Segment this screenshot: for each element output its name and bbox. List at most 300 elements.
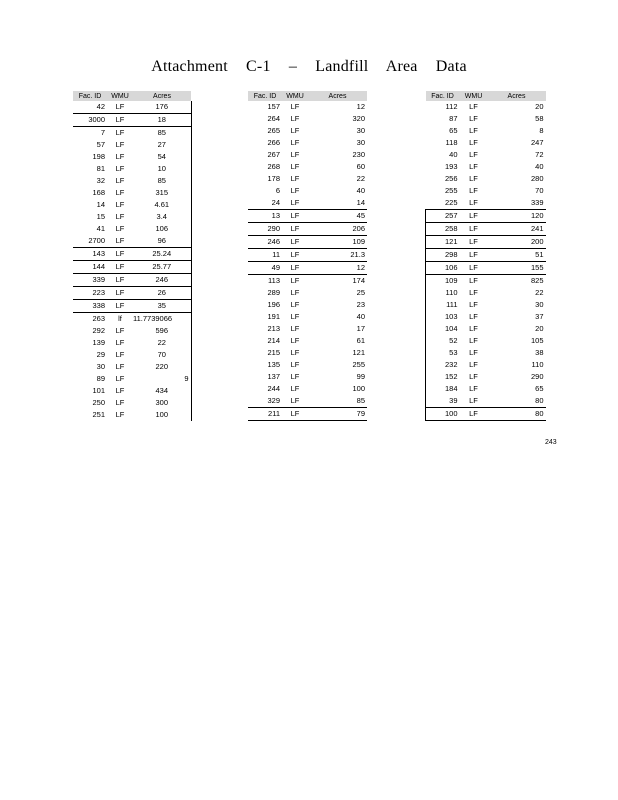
table-row <box>248 383 367 395</box>
acres-cell: 70 <box>133 349 191 361</box>
table-row <box>248 408 367 421</box>
wmu-cell: LF <box>469 348 478 357</box>
table-row <box>73 361 191 373</box>
table-row <box>73 187 191 199</box>
fac-id-cell: 289 <box>267 288 280 297</box>
table-row <box>248 223 367 236</box>
wmu-cell: LF <box>469 360 478 369</box>
wmu-cell: LF <box>115 152 125 161</box>
wmu-cell: LF <box>282 249 308 262</box>
table-row <box>426 173 546 185</box>
table-row <box>248 395 367 408</box>
wmu-cell: LF <box>290 114 300 123</box>
table-row <box>426 323 546 335</box>
fac-id-cell: 339 <box>73 274 107 287</box>
wmu-cell: LF <box>107 300 133 313</box>
wmu-cell: LF <box>469 336 478 345</box>
acres-cell: 85 <box>133 127 191 140</box>
acres-cell: 85 <box>133 175 191 187</box>
fac-id-cell: 214 <box>267 336 280 345</box>
fac-id-cell: 257 <box>426 210 460 223</box>
acres-cell: 25.24 <box>133 248 191 261</box>
acres-cell: 110 <box>531 360 544 369</box>
fac-id-cell: 11 <box>248 249 282 262</box>
wmu-cell: LF <box>107 248 133 261</box>
acres-cell: 109 <box>308 236 367 249</box>
acres-cell: 37 <box>535 312 544 321</box>
table-row <box>248 210 367 223</box>
table-row <box>426 197 546 210</box>
acres-cell: 105 <box>530 336 544 345</box>
landfill-table-3 <box>425 91 546 421</box>
table-row <box>426 383 546 395</box>
fac-id-cell: 81 <box>96 164 105 173</box>
acres-cell: 54 <box>133 151 191 163</box>
table-row <box>248 125 367 137</box>
acres-cell: 100 <box>352 384 365 393</box>
fac-id-cell: 42 <box>96 102 105 111</box>
acres-cell: 246 <box>133 274 191 287</box>
fac-id-cell: 213 <box>267 324 280 333</box>
header-acres: Acres <box>308 91 367 101</box>
acres-cell: 18 <box>133 114 191 127</box>
wmu-cell: LF <box>469 186 478 195</box>
acres-cell: 17 <box>356 324 365 333</box>
acres-cell: 40 <box>535 162 544 171</box>
fac-id-cell: 143 <box>73 248 107 261</box>
wmu-cell: LF <box>115 176 125 185</box>
wmu-cell: LF <box>115 410 125 419</box>
acres-cell: 241 <box>488 223 546 236</box>
acres-cell: 23 <box>356 300 365 309</box>
wmu-cell: LF <box>469 198 478 207</box>
wmu-cell: LF <box>469 174 478 183</box>
acres-cell: 155 <box>488 262 546 275</box>
fac-id-cell: 215 <box>267 348 280 357</box>
fac-id-cell: 14 <box>96 200 105 209</box>
header-wmu: WMU <box>107 91 133 101</box>
wmu-cell: LF <box>115 200 125 209</box>
wmu-cell: LF <box>115 140 125 149</box>
acres-cell: 40 <box>356 186 365 195</box>
header-fac-id: Fac. ID <box>426 91 460 101</box>
acres-cell: 290 <box>530 372 544 381</box>
table-row <box>426 311 546 323</box>
fac-id-cell: 118 <box>445 138 458 147</box>
wmu-cell: LF <box>282 236 308 249</box>
wmu-cell: LF <box>469 150 478 159</box>
acres-cell: 100 <box>133 409 191 421</box>
fac-id-cell: 87 <box>449 114 458 123</box>
wmu-cell: LF <box>469 312 478 321</box>
wmu-cell: LF <box>290 174 300 183</box>
fac-id-cell: 168 <box>92 188 105 197</box>
wmu-cell: LF <box>115 362 125 371</box>
table-row <box>73 101 191 114</box>
table-header-row <box>248 91 367 101</box>
fac-id-cell: 198 <box>92 152 105 161</box>
acres-cell: 280 <box>530 174 544 183</box>
wmu-cell: LF <box>460 408 488 421</box>
wmu-cell: LF <box>469 126 478 135</box>
wmu-cell: LF <box>115 212 125 221</box>
wmu-cell: LF <box>115 128 125 137</box>
fac-id-cell: 191 <box>267 312 280 321</box>
table-row <box>248 359 367 371</box>
wmu-cell: LF <box>115 386 125 395</box>
table-row <box>426 113 546 125</box>
table-row <box>426 161 546 173</box>
wmu-cell: LF <box>115 398 125 407</box>
acres-cell: 12 <box>356 102 365 111</box>
acres-cell: 106 <box>133 223 191 235</box>
fac-id-cell: 121 <box>426 236 460 249</box>
acres-cell: 60 <box>356 162 365 171</box>
fac-id-cell: 135 <box>267 360 280 369</box>
table-row <box>73 163 191 175</box>
fac-id-cell: 53 <box>426 347 460 359</box>
acres-cell: 20 <box>535 324 544 333</box>
table-row <box>73 287 191 300</box>
acres-cell: 22 <box>133 337 191 349</box>
table-row <box>73 175 191 187</box>
table-row <box>248 185 367 197</box>
acres-cell: 80 <box>488 408 546 421</box>
table-header-row <box>73 91 191 101</box>
acres-cell: 65 <box>535 384 544 393</box>
table-row <box>248 262 367 275</box>
wmu-cell: LF <box>460 395 488 408</box>
page-number: 243 <box>545 439 557 446</box>
acres-cell: 320 <box>352 114 365 123</box>
fac-id-cell: 41 <box>96 224 105 233</box>
fac-id-cell: 184 <box>426 383 460 395</box>
acres-cell: 85 <box>308 395 367 408</box>
table-row <box>73 235 191 248</box>
acres-cell: 25.77 <box>133 261 191 274</box>
acres-cell: 200 <box>488 236 546 249</box>
wmu-cell: LF <box>469 102 478 111</box>
landfill-table-2 <box>248 91 367 421</box>
fac-id-cell: 100 <box>426 408 460 421</box>
fac-id-cell: 32 <box>96 176 105 185</box>
wmu-cell: LF <box>290 162 300 171</box>
wmu-cell: LF <box>290 360 300 369</box>
table-row <box>248 249 367 262</box>
header-acres: Acres <box>488 91 546 101</box>
wmu-cell: LF <box>469 288 478 297</box>
fac-id-cell: 106 <box>426 262 460 275</box>
wmu-cell: LF <box>290 288 300 297</box>
acres-cell: 30 <box>356 126 365 135</box>
table-row <box>248 137 367 149</box>
wmu-cell: LF <box>115 350 125 359</box>
acres-cell: 61 <box>356 336 365 345</box>
table-row <box>73 151 191 163</box>
table-row <box>426 408 546 421</box>
acres-cell: 22 <box>535 288 544 297</box>
wmu-cell: LF <box>460 223 488 236</box>
wmu-cell: LF <box>115 236 125 245</box>
table-row <box>426 223 546 236</box>
fac-id-cell: 211 <box>248 408 282 421</box>
wmu-cell: LF <box>469 162 478 171</box>
fac-id-cell: 244 <box>267 384 280 393</box>
acres-cell: 176 <box>133 101 191 114</box>
wmu-cell: LF <box>282 223 308 236</box>
acres-cell: 27 <box>133 139 191 151</box>
acres-cell: 14 <box>356 198 365 207</box>
fac-id-cell: 250 <box>92 398 105 407</box>
fac-id-cell: 193 <box>444 162 458 171</box>
wmu-cell: LF <box>469 324 478 333</box>
fac-id-cell: 178 <box>267 174 280 183</box>
acres-cell: 8 <box>539 126 544 135</box>
acres-cell: 247 <box>530 138 544 147</box>
fac-id-cell: 49 <box>248 262 282 275</box>
fac-id-cell: 144 <box>73 261 107 274</box>
fac-id-cell: 267 <box>267 150 280 159</box>
acres-cell: 30 <box>535 300 544 309</box>
acres-cell: 58 <box>535 114 544 123</box>
wmu-cell: LF <box>469 300 478 309</box>
wmu-cell: LF <box>290 198 300 207</box>
table-row <box>73 223 191 235</box>
table-row <box>426 137 546 149</box>
acres-cell: 40 <box>356 312 365 321</box>
header-fac-id: Fac. ID <box>73 91 107 101</box>
acres-cell: 12 <box>308 262 367 275</box>
acres-cell: 3.4 <box>133 211 191 223</box>
table-row <box>426 275 546 288</box>
acres-cell: 70 <box>535 186 544 195</box>
fac-id-cell: 292 <box>92 326 105 335</box>
table-row <box>426 262 546 275</box>
fac-id-cell: 263 <box>92 314 105 323</box>
fac-id-cell: 225 <box>444 198 458 207</box>
table-row <box>248 347 367 359</box>
fac-id-cell: 258 <box>426 223 460 236</box>
wmu-cell: LF <box>290 372 300 381</box>
wmu-cell: LF <box>107 287 133 300</box>
acres-cell: 20 <box>535 102 544 111</box>
wmu-cell: LF <box>290 348 300 357</box>
wmu-cell: LF <box>290 102 300 111</box>
fac-id-cell: 139 <box>92 338 105 347</box>
fac-id-cell: 103 <box>426 311 460 323</box>
wmu-cell: LF <box>282 210 308 223</box>
wmu-cell: LF <box>290 138 300 147</box>
wmu-cell: LF <box>469 276 478 285</box>
acres-cell: 121 <box>352 348 365 357</box>
table-row <box>73 248 191 261</box>
table-row <box>73 211 191 223</box>
table-row <box>73 139 191 151</box>
fac-id-cell: 265 <box>267 126 280 135</box>
acres-cell: 9 <box>133 373 191 385</box>
table-row <box>248 311 367 323</box>
fac-id-cell: 268 <box>267 162 280 171</box>
table-row <box>426 335 546 347</box>
table-row <box>73 261 191 274</box>
fac-id-cell: 338 <box>73 300 107 313</box>
fac-id-cell: 266 <box>267 138 280 147</box>
fac-id-cell: 246 <box>248 236 282 249</box>
acres-cell: 825 <box>530 276 544 285</box>
acres-cell: 300 <box>133 397 191 409</box>
table-row <box>426 125 546 137</box>
fac-id-cell: 298 <box>426 249 460 262</box>
acres-cell: 255 <box>352 360 365 369</box>
table-row <box>426 287 546 299</box>
wmu-cell: LF <box>460 249 488 262</box>
fac-id-cell: 152 <box>426 371 460 383</box>
table-row <box>73 373 191 385</box>
table-row <box>426 359 546 371</box>
acres-cell: 174 <box>352 276 365 285</box>
fac-id-cell: 329 <box>248 395 282 408</box>
fac-id-cell: 255 <box>444 186 458 195</box>
wmu-cell: LF <box>469 372 478 381</box>
wmu-cell: LF <box>115 102 125 111</box>
wmu-cell: LF <box>290 324 300 333</box>
table-row <box>73 300 191 313</box>
acres-cell: 10 <box>133 163 191 175</box>
wmu-cell: LF <box>115 374 125 383</box>
wmu-cell: LF <box>290 276 300 285</box>
table-row <box>248 161 367 173</box>
wmu-cell: LF <box>290 126 300 135</box>
fac-id-cell: 2700 <box>88 236 105 245</box>
wmu-cell: LF <box>115 224 125 233</box>
acres-cell: 26 <box>133 287 191 300</box>
acres-cell: 339 <box>530 198 544 207</box>
table-row <box>426 101 546 113</box>
fac-id-cell: 112 <box>445 102 458 111</box>
table-row <box>73 274 191 287</box>
table-row <box>248 149 367 161</box>
table-row <box>426 149 546 161</box>
acres-cell: 72 <box>535 150 544 159</box>
table-row <box>426 299 546 311</box>
table-row <box>248 113 367 125</box>
acres-cell: 79 <box>308 408 367 421</box>
table-row <box>73 409 191 421</box>
table-row <box>73 337 191 349</box>
acres-cell: 45 <box>308 210 367 223</box>
wmu-cell: LF <box>460 262 488 275</box>
acres-cell: 25 <box>356 288 365 297</box>
wmu-cell: LF <box>460 236 488 249</box>
table-row <box>73 127 191 140</box>
acres-cell: 38 <box>535 348 544 357</box>
table-row <box>248 371 367 383</box>
table-row <box>426 236 546 249</box>
fac-id-cell: 137 <box>267 372 280 381</box>
fac-id-cell: 24 <box>271 198 280 207</box>
fac-id-cell: 256 <box>444 174 458 183</box>
fac-id-cell: 39 <box>426 395 460 408</box>
fac-id-cell: 232 <box>426 359 460 371</box>
table-row <box>73 397 191 409</box>
wmu-cell: LF <box>115 338 125 347</box>
acres-cell: 30 <box>356 138 365 147</box>
acres-cell: 11.7739066 <box>133 313 191 326</box>
table-row <box>73 349 191 361</box>
acres-cell: 80 <box>488 395 546 408</box>
wmu-cell: LF <box>290 186 300 195</box>
acres-cell: 35 <box>133 300 191 313</box>
fac-id-cell: 15 <box>96 212 105 221</box>
table-row <box>248 287 367 299</box>
header-wmu: WMU <box>282 91 308 101</box>
fac-id-cell: 6 <box>275 186 280 195</box>
acres-cell: 51 <box>488 249 546 262</box>
table-row <box>248 173 367 185</box>
fac-id-cell: 52 <box>426 335 460 347</box>
table-row <box>248 299 367 311</box>
table-row <box>426 371 546 383</box>
fac-id-cell: 157 <box>267 102 280 111</box>
acres-cell: 96 <box>133 235 191 248</box>
fac-id-cell: 57 <box>96 140 105 149</box>
header-acres: Acres <box>133 91 191 101</box>
fac-id-cell: 89 <box>96 374 105 383</box>
header-wmu: WMU <box>460 91 488 101</box>
wmu-cell: LF <box>115 164 125 173</box>
wmu-cell: LF <box>469 384 478 393</box>
landfill-table-1 <box>73 91 192 421</box>
wmu-cell: LF <box>107 114 133 127</box>
table-row <box>248 101 367 113</box>
wmu-cell: LF <box>290 150 300 159</box>
table-row <box>248 236 367 249</box>
table-row <box>248 323 367 335</box>
acres-cell: 22 <box>356 174 365 183</box>
fac-id-cell: 223 <box>73 287 107 300</box>
acres-cell: 99 <box>356 372 365 381</box>
wmu-cell: lf <box>118 314 122 323</box>
fac-id-cell: 29 <box>96 350 105 359</box>
fac-id-cell: 111 <box>426 299 460 311</box>
wmu-cell: LF <box>107 274 133 287</box>
table-row <box>73 199 191 211</box>
wmu-cell: LF <box>290 312 300 321</box>
table-header-row <box>426 91 546 101</box>
wmu-cell: LF <box>290 300 300 309</box>
fac-id-cell: 101 <box>92 386 105 395</box>
fac-id-cell: 3000 <box>73 114 107 127</box>
table-row <box>248 197 367 210</box>
acres-cell: 434 <box>133 385 191 397</box>
wmu-cell: LF <box>282 408 308 421</box>
wmu-cell: LF <box>469 138 478 147</box>
wmu-cell: LF <box>290 336 300 345</box>
acres-cell: 4.61 <box>133 199 191 211</box>
wmu-cell: LF <box>282 262 308 275</box>
wmu-cell: LF <box>282 395 308 408</box>
fac-id-cell: 7 <box>100 128 105 137</box>
header-fac-id: Fac. ID <box>248 91 282 101</box>
table-row <box>73 114 191 127</box>
table-row <box>73 313 191 326</box>
wmu-cell: LF <box>460 210 488 223</box>
wmu-cell: LF <box>469 114 478 123</box>
table-row <box>73 385 191 397</box>
acres-cell: 230 <box>352 150 365 159</box>
fac-id-cell: 109 <box>426 275 460 288</box>
table-row <box>248 275 367 288</box>
